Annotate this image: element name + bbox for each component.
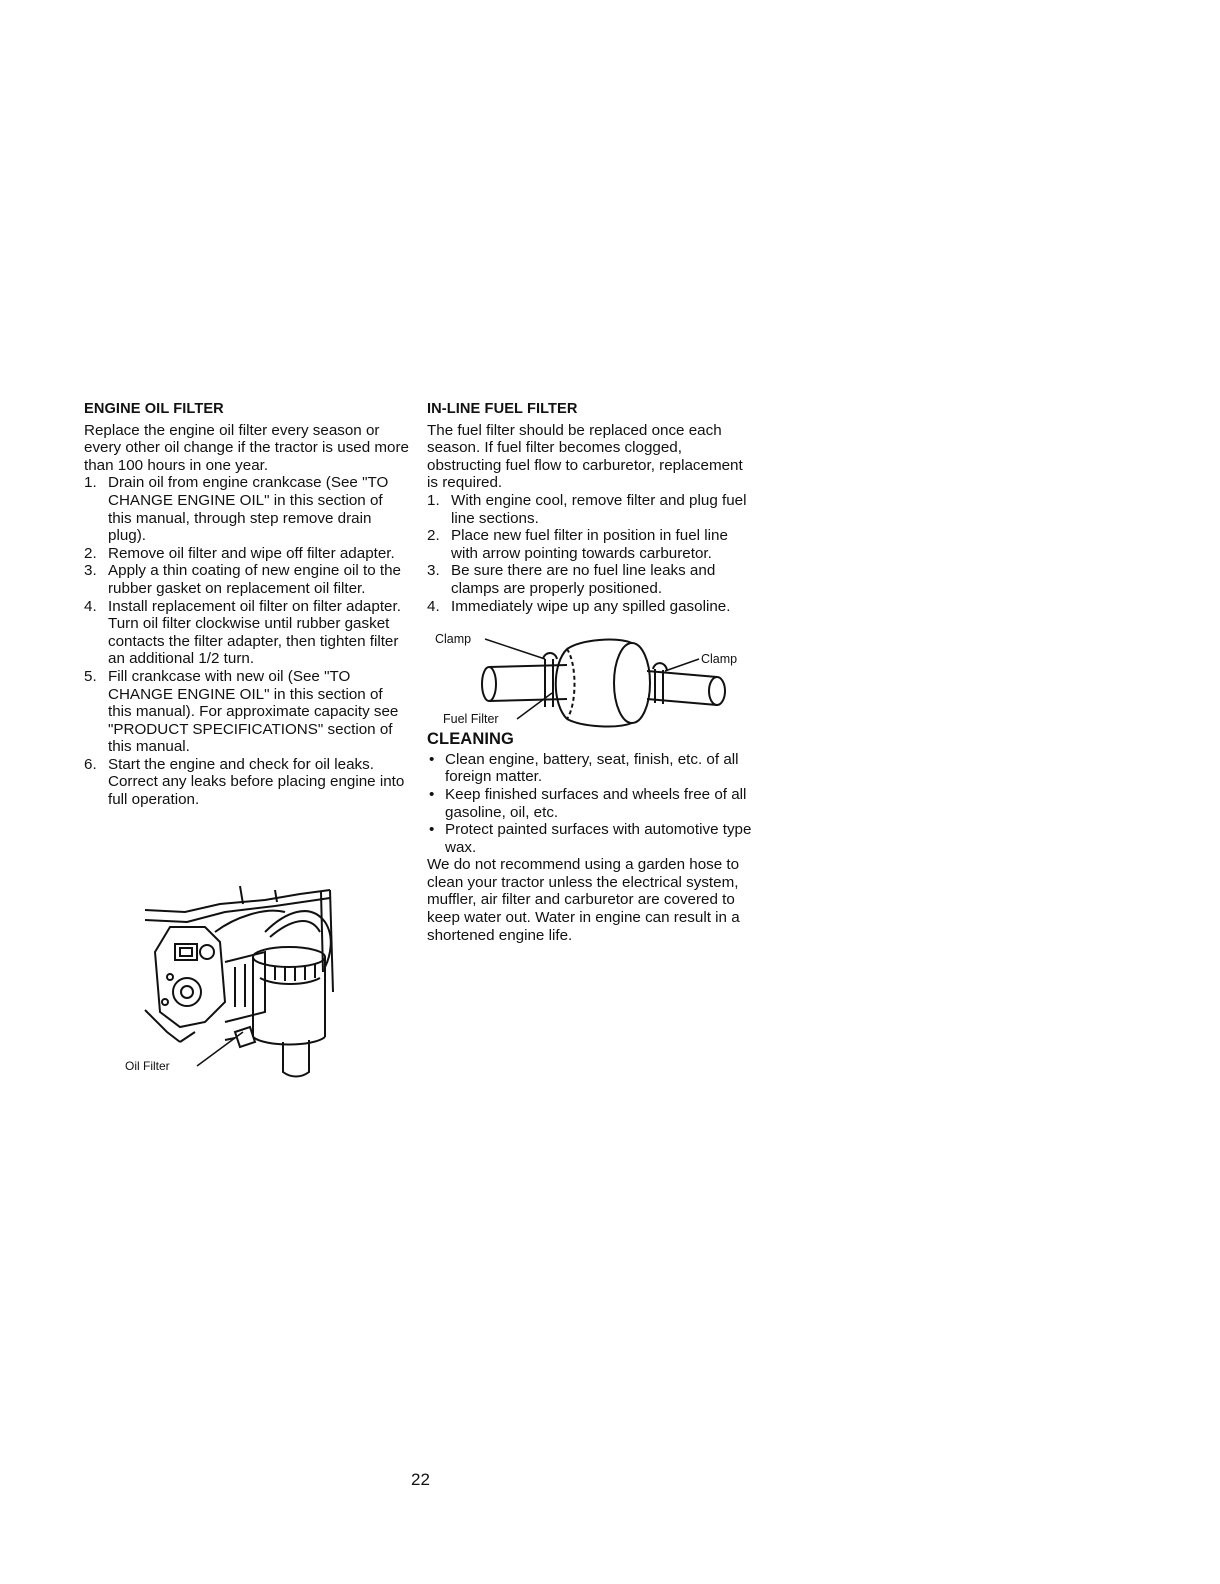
engine-oil-filter-heading: ENGINE OIL FILTER	[84, 401, 224, 417]
cleaning-paragraph: We do not recommend using a garden hose to clean your tractor unless the electrical system, muffler, air filter and carburetor are covered to keep water out. Water in engine can result in a shortened engine life.	[427, 856, 740, 944]
clamp-right-label: Clamp	[701, 652, 738, 667]
step-item	[84, 562, 410, 597]
oil-filter-illustration	[125, 882, 355, 1082]
step-item	[427, 527, 757, 562]
step-item	[84, 474, 410, 544]
cleaning-heading: CLEANING	[427, 730, 514, 749]
step-item	[427, 598, 757, 616]
cleaning-item	[427, 821, 757, 856]
engine-oil-filter-section	[84, 401, 410, 809]
in-line-fuel-filter-heading: IN-LINE FUEL FILTER	[427, 401, 578, 417]
step-number: 6.	[84, 755, 97, 773]
step-text: Install replacement oil filter on filter adapter. Turn oil filter clockwise until rubber gasket contacts the filter adapter, then tighten filter an additional 1/2 turn.	[108, 597, 401, 668]
step-number: 1.	[427, 491, 440, 509]
step-item	[427, 492, 757, 527]
cleaning-item-text: Protect painted surfaces with automotive type wax.	[445, 821, 752, 856]
fuel-filter-illustration	[427, 619, 757, 731]
fuel-filter-label: Fuel Filter	[443, 712, 499, 727]
step-text: Immediately wipe up any spilled gasoline.	[451, 597, 731, 615]
bullet-icon: •	[429, 785, 435, 803]
step-text: Be sure there are no fuel line leaks and clamps are properly positioned.	[451, 562, 716, 597]
fuel-filter-figure	[427, 619, 757, 731]
step-item	[84, 598, 410, 668]
page-number: 22	[411, 1470, 430, 1489]
step-number: 2.	[427, 527, 440, 545]
cleaning-item	[427, 786, 757, 821]
step-text: Remove oil filter and wipe off filter adapter.	[108, 544, 395, 562]
cleaning-list	[427, 751, 757, 857]
in-line-fuel-filter-steps	[427, 492, 757, 615]
cleaning-item-text: Keep finished surfaces and wheels free of all gasoline, oil, etc.	[445, 785, 747, 821]
oil-filter-label: Oil Filter	[125, 1059, 170, 1073]
step-number: 5.	[84, 667, 97, 685]
step-item	[84, 756, 410, 809]
step-number: 1.	[84, 474, 97, 492]
cleaning-item	[427, 751, 757, 786]
bullet-icon: •	[429, 821, 435, 839]
step-number: 3.	[84, 562, 97, 580]
in-line-fuel-filter-section	[427, 401, 757, 944]
bullet-icon: •	[429, 750, 435, 768]
step-number: 4.	[84, 597, 97, 615]
step-item	[84, 668, 410, 756]
oil-filter-figure	[125, 882, 355, 1082]
step-number: 4.	[427, 597, 440, 615]
clamp-left-label: Clamp	[435, 632, 472, 647]
in-line-fuel-filter-intro: The fuel filter should be replaced once each season. If fuel filter becomes clogged, obstructing fuel flow to carburetor, replacement is required.	[427, 421, 743, 492]
step-number: 2.	[84, 544, 97, 562]
step-number: 3.	[427, 562, 440, 580]
cleaning-item-text: Clean engine, battery, seat, finish, etc. of all foreign matter.	[445, 750, 739, 786]
step-text: Drain oil from engine crankcase (See "TO CHANGE ENGINE OIL" in this section of this manual, through step remove drain plug).	[108, 474, 389, 545]
engine-oil-filter-steps	[84, 474, 410, 808]
engine-oil-filter-intro: Replace the engine oil filter every season or every other oil change if the tractor is used more than 100 hours in one year.	[84, 421, 410, 474]
step-text: Apply a thin coating of new engine oil to the rubber gasket on replacement oil filter.	[108, 562, 401, 597]
step-text: Place new fuel filter in position in fuel line with arrow pointing towards carburetor.	[451, 527, 728, 562]
step-text: Start the engine and check for oil leaks. Correct any leaks before placing engine into full operation.	[108, 755, 405, 809]
step-text: With engine cool, remove filter and plug fuel line sections.	[451, 491, 747, 527]
step-item	[427, 562, 757, 597]
step-text: Fill crankcase with new oil (See "TO CHANGE ENGINE OIL" in this section of this manual). For approximate capacity see "PRODUCT SPECIFICATIONS" section of this manual.	[108, 667, 399, 756]
step-item	[84, 545, 410, 563]
